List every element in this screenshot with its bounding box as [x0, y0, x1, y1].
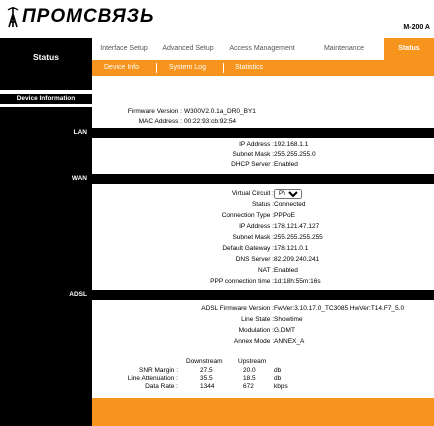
section-label-adsl: ADSL	[69, 291, 87, 298]
snr-up: 20.0	[243, 367, 256, 374]
tab-interface-setup[interactable]: Interface Setup	[100, 45, 148, 52]
header	[0, 0, 434, 38]
data-rate-unit: kbps	[274, 383, 288, 390]
wan-gateway-value: 178.121.0.1	[274, 245, 309, 252]
attenuation-label: Line Attenuation :	[127, 375, 178, 382]
wan-ppp-label: PPP connection time :	[210, 278, 274, 285]
brand-logo	[6, 6, 154, 28]
adsl-fw-value: FwVer:3.10.17.0_TC3085 HwVer:T14.F7_5.0	[274, 305, 405, 312]
firmware-value: W300V2.0.1a_DR0_BY1	[184, 108, 256, 115]
adsl-annex-value: ANNEX_A	[274, 338, 305, 345]
row-adsl-annex	[92, 337, 434, 347]
lan-mask-label: Subnet Mask :	[232, 151, 274, 158]
lan-dhcp-label: DHCP Server :	[231, 161, 274, 168]
row-wan-mask	[92, 233, 434, 243]
snr-label: SNR Margin :	[138, 367, 178, 374]
footer	[0, 398, 434, 426]
row-wan-vc	[92, 189, 434, 199]
lan-dhcp-value: Enabled	[274, 161, 298, 168]
tab-advanced-setup[interactable]: Advanced Setup	[162, 45, 214, 52]
subtab-statistics[interactable]: Statistics	[235, 64, 264, 71]
attenuation-up: 18.5	[243, 375, 256, 382]
row-mac	[92, 117, 434, 127]
row-wan-gateway	[92, 244, 434, 254]
section-header-lan	[0, 128, 434, 138]
attenuation-unit: db	[274, 375, 282, 382]
content-area	[0, 76, 434, 398]
mac-value: 00:22:93:cb:92:54	[184, 118, 237, 125]
row-lan-dhcp	[92, 160, 434, 170]
wan-vc-label: Virtual Circuit :	[231, 190, 274, 197]
wan-status-label: Status :	[251, 201, 274, 208]
mac-label: MAC Address :	[138, 118, 182, 125]
tab-status[interactable]: Status	[384, 38, 434, 60]
wan-nat-label: NAT :	[257, 267, 274, 274]
snr-unit: db	[274, 367, 282, 374]
data-rate-up: 672	[243, 383, 254, 390]
section-label-lan: LAN	[73, 129, 87, 136]
wan-dns-label: DNS Server :	[235, 256, 274, 263]
firmware-label: Firmware Version :	[127, 108, 182, 115]
tab-access-management[interactable]: Access Management	[229, 45, 295, 52]
lan-mask-value: 255.255.255.0	[274, 151, 316, 158]
adsl-fw-label: ADSL Firmware Version :	[201, 305, 274, 312]
row-adsl-fw	[92, 304, 434, 314]
attenuation-down: 35.5	[200, 375, 213, 382]
wan-ppp-value: 1d:18h:55m:16s	[274, 278, 321, 285]
col-downstream: Downstream	[186, 358, 223, 365]
subtab-divider	[156, 63, 157, 73]
lan-ip-label: IP Address :	[239, 141, 274, 148]
section-header-device	[0, 94, 434, 104]
left-column	[0, 76, 92, 398]
row-wan-status	[92, 200, 434, 210]
wan-status-value: Connected	[274, 201, 306, 208]
section-label-device: Device Information	[0, 94, 92, 104]
row-adsl-line	[92, 315, 434, 325]
adsl-mod-value: G.DMT	[274, 327, 295, 334]
wan-gateway-label: Default Gateway :	[222, 245, 274, 252]
wan-type-value: PPPoE	[274, 212, 295, 219]
data-rate-label: Data Rate :	[145, 383, 178, 390]
wan-type-label: Connection Type :	[221, 212, 274, 219]
main-tabs	[92, 38, 434, 60]
row-lan-ip	[92, 140, 434, 150]
section-header-wan	[0, 174, 434, 184]
section-label-wan: WAN	[71, 175, 87, 182]
navigation	[0, 38, 434, 76]
section-title: Status	[0, 38, 92, 76]
row-wan-type	[92, 211, 434, 221]
wan-ip-label: IP Address :	[239, 223, 274, 230]
model-name: M-200 A	[403, 24, 430, 31]
wan-ip-value: 178.121.47.127	[274, 223, 320, 230]
adsl-annex-label: Annex Mode :	[233, 338, 274, 345]
lan-ip-value: 192.168.1.1	[274, 141, 309, 148]
section-header-adsl	[0, 290, 434, 300]
wan-mask-value: 255.255.255.255	[274, 234, 323, 241]
virtual-circuit-select[interactable]	[274, 189, 302, 199]
row-wan-nat	[92, 266, 434, 276]
snr-down: 27.5	[200, 367, 213, 374]
tower-logo-icon	[6, 6, 20, 28]
brand-name: ПРОМСВЯЗЬ	[22, 6, 155, 27]
adsl-mod-label: Modulation :	[238, 327, 274, 334]
subtab-divider	[223, 63, 224, 73]
row-wan-ppp	[92, 277, 434, 287]
wan-dns-value: 82.209.240.241	[274, 256, 320, 263]
row-firmware	[92, 107, 434, 117]
tab-maintenance[interactable]: Maintenance	[323, 45, 365, 52]
subtab-device-info[interactable]: Device Info	[104, 64, 140, 71]
row-adsl-mod	[92, 326, 434, 336]
col-upstream: Upstream	[238, 358, 267, 365]
adsl-line-label: Line State :	[241, 316, 274, 323]
row-wan-ip	[92, 222, 434, 232]
data-rate-down: 1344	[200, 383, 215, 390]
footer-bar	[92, 398, 434, 426]
wan-nat-value: Enabled	[274, 267, 298, 274]
subtab-system-log[interactable]: System Log	[169, 64, 206, 71]
row-lan-mask	[92, 150, 434, 160]
adsl-line-value: Showtime	[274, 316, 303, 323]
row-wan-dns	[92, 255, 434, 265]
wan-mask-label: Subnet Mask :	[232, 234, 274, 241]
sub-tabs	[92, 60, 434, 76]
footer-left	[0, 398, 92, 426]
